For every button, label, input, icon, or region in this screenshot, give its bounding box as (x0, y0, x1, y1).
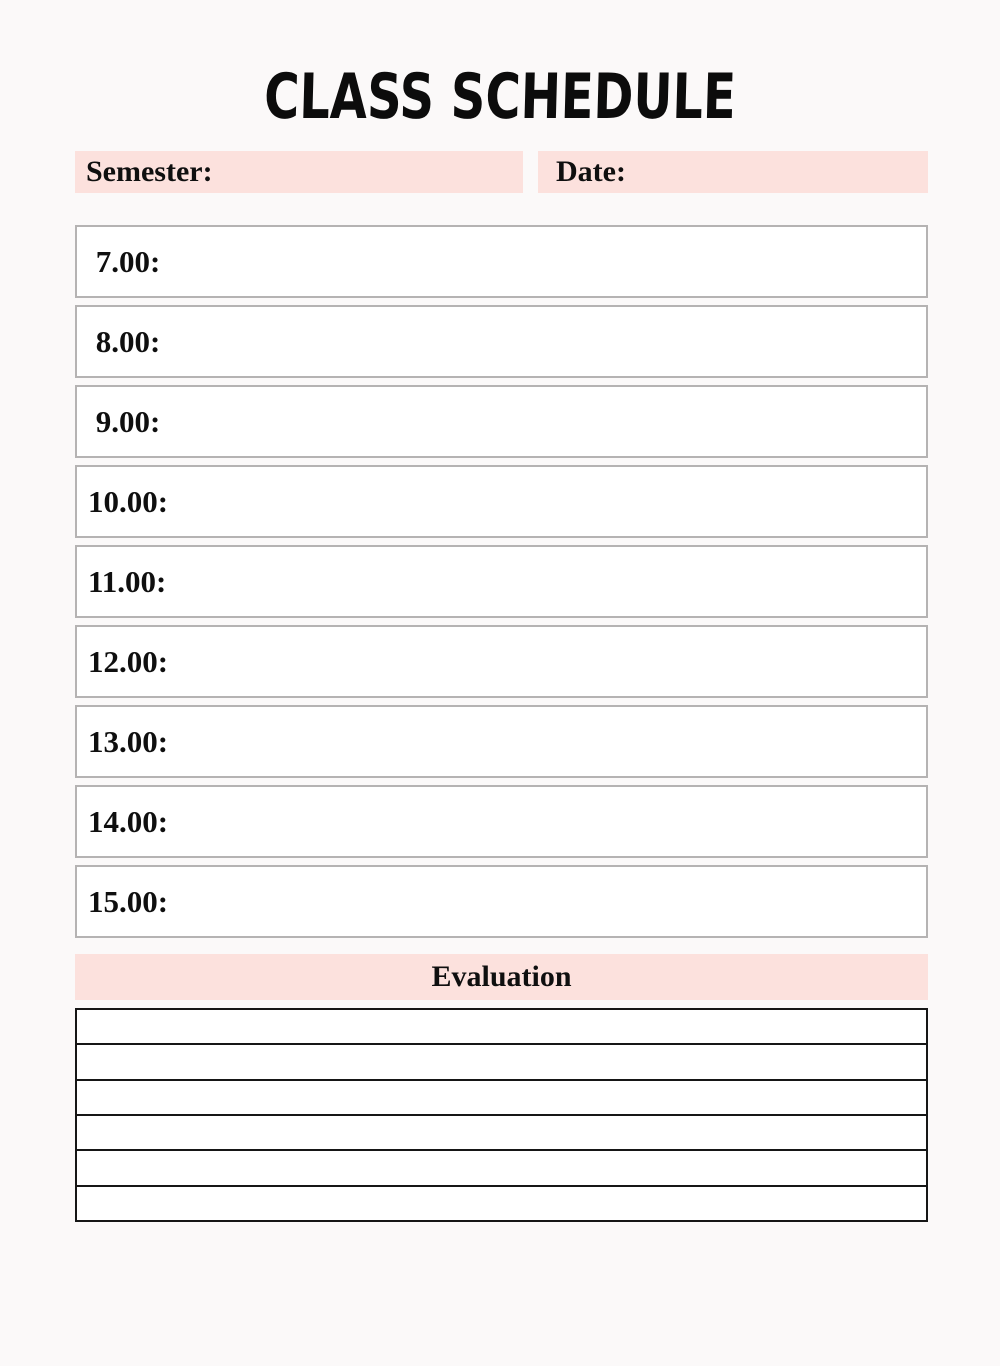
slot-entry[interactable] (168, 467, 926, 536)
slot-entry[interactable] (160, 307, 926, 376)
time-slot-row (75, 865, 928, 938)
time-slot-row (75, 225, 928, 298)
time-slot-row (75, 385, 928, 458)
class-schedule-page (0, 60, 1000, 1222)
page-title: CLASS SCHEDULE (263, 60, 737, 134)
evaluation-line[interactable] (77, 1081, 926, 1116)
time-slot-row (75, 545, 928, 618)
slot-entry[interactable] (168, 787, 926, 856)
date-value[interactable] (626, 151, 928, 193)
evaluation-line[interactable] (77, 1010, 926, 1045)
slot-time-label: 8.00: (88, 323, 161, 359)
slot-time-label: 9.00: (88, 403, 161, 439)
slot-entry[interactable] (160, 227, 926, 296)
semester-field (75, 151, 523, 193)
slot-time-label: 11.00: (88, 563, 167, 599)
evaluation-line[interactable] (77, 1045, 926, 1080)
evaluation-line[interactable] (77, 1151, 926, 1186)
evaluation-line[interactable] (77, 1187, 926, 1220)
time-slot-row (75, 465, 928, 538)
time-slots (75, 225, 928, 938)
evaluation-lines (75, 1008, 928, 1222)
slot-entry[interactable] (160, 387, 926, 456)
date-field (538, 151, 928, 193)
slot-time-label: 15.00: (88, 883, 169, 919)
time-slot-row (75, 625, 928, 698)
slot-time-label: 14.00: (88, 803, 169, 839)
slot-entry[interactable] (168, 867, 926, 936)
slot-time-label: 12.00: (88, 643, 169, 679)
semester-value[interactable] (213, 151, 523, 193)
slot-time-label: 7.00: (88, 243, 161, 279)
time-slot-row (75, 305, 928, 378)
slot-entry[interactable] (168, 627, 926, 696)
header-row (75, 151, 928, 193)
slot-time-label: 10.00: (88, 483, 169, 519)
semester-label: Semester: (86, 155, 213, 188)
time-slot-row (75, 705, 928, 778)
slot-entry[interactable] (166, 547, 926, 616)
slot-time-label: 13.00: (88, 723, 169, 759)
time-slot-row (75, 785, 928, 858)
slot-entry[interactable] (168, 707, 926, 776)
evaluation-header (75, 954, 928, 1000)
evaluation-line[interactable] (77, 1116, 926, 1151)
evaluation-title: Evaluation (431, 960, 572, 993)
page-content (75, 151, 928, 1222)
date-label: Date: (556, 155, 626, 188)
